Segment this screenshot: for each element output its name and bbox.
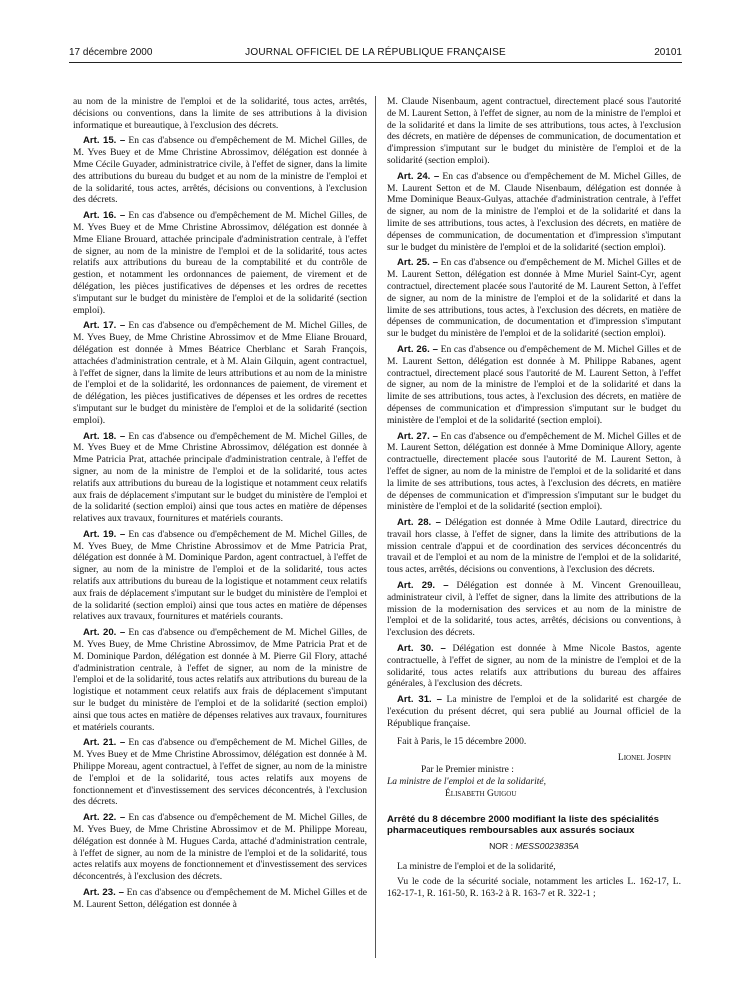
- article-paragraph: [387, 344, 681, 427]
- article-paragraph: [73, 737, 367, 808]
- article-text: En cas d'absence ou d'empêchement de M. Michel Gilles, de M. Yves Buey et de Mme Christine Abrossimov, délégation est donnée à Mme Patricia Prat, attachée principale d'administration centrale, à l'effet de signer, au nom de la ministre de l'emploi et de la solidarité, tous actes relatifs aux attributions du bureau de la logistique et notamment ceux relatifs aux frais de déplacement s'imputant sur le budget du ministère de l'emploi et de la solidarité (section emploi) ainsi que tous actes en matière de dépenses relatives aux travaux, fournitures et matériels courants.: [73, 430, 367, 525]
- signature-prime-minister: Lionel Jospin: [617, 752, 671, 763]
- arrete-vu: Vu le code de la sécurité sociale, notamment les articles L. 162-17, L. 162-17-1, R. 161-50, R. 163-2 à R. 163-7 et R. 322-1 ;: [387, 876, 681, 900]
- header-page-number: 20101: [654, 47, 682, 58]
- article-number: Art. 28. –: [397, 517, 441, 529]
- article-text: En cas d'absence ou d'empêchement de M. Michel Gilles, de M. Yves Buey et de Mme Christine Abrossimov, délégation est donnée à Mme Eliane Brouard, attachée principale d'administration centrale, à l'effet de signer, au nom de la ministre de l'emploi et de la solidarité, tous actes relatifs aux attributions du bureau de la comptabilité et du contrôle de gestion, et notamment les ordonnances de paiement, de virement et de délégation, les pièces justificatives de dépenses et les ordres de recettes s'imputant sur le budget du ministère de l'emploi et de la solidarité (section emploi).: [73, 210, 367, 316]
- article-text: En cas d'absence ou d'empêchement de M. Michel Gilles, de M. Laurent Setton et de M. Claude Nisenbaum, délégation est donnée à Mme Dominique Beaux-Gulyas, attachée d'administration centrale, à l'effet de signer, au nom de la ministre de l'emploi et de la solidarité et dans la limite de ses attributions, tous actes, à l'exclusion des décrets, en matière de dépenses de communication, de documentation et d'impression s'imputant sur le budget du ministère de l'emploi et de la solidarité (section emploi).: [387, 170, 681, 253]
- article-text: En cas d'absence ou d'empêchement de M. Michel Gilles, de M. Yves Buey, de Mme Christine Abrossimov et de M. Philippe Moreau, délégation est donnée à M. Hugues Carda, attaché d'administration centrale, à l'effet de signer, au nom de la ministre de l'emploi et de la solidarité, tous actes relatifs aux moyens de fonctionnement et d'investissement des services déconcentrés, à l'exclusion des décrets.: [73, 812, 367, 883]
- article-paragraph: [73, 96, 367, 131]
- article-paragraph: [73, 135, 367, 206]
- article-text: En cas d'absence ou d'empêchement de M. Michel Gilles, de M. Yves Buey et de Mme Christine Abrossimov, délégation est donnée à Mme Cécile Guyader, administratrice civile, à l'effet de signer, dans la limite des attributions du bureau du budget et au nom de la ministre de l'emploi et de la solidarité, tous actes, arrêtés, décisions ou conventions, à l'exclusion des décrets.: [73, 135, 367, 206]
- article-number: Art. 18. –: [83, 430, 126, 442]
- article-paragraph: [387, 643, 681, 690]
- arrete-intro: La ministre de l'emploi et de la solidarité,: [397, 860, 556, 872]
- article-number: Art. 29. –: [397, 580, 449, 592]
- article-text: Délégation est donnée à Mme Odile Lautard, directrice du travail hors classe, à l'effet de signer, dans la limite des attributions de la mission centrale d'appui et de coordination des services déconcentrés du travail et de l'emploi et au nom de la ministre de l'emploi et de la solidarité, tous actes, arrêtés, décisions ou conventions, à l'exclusion des décrets.: [387, 517, 681, 576]
- header-date: 17 décembre 2000: [69, 47, 153, 58]
- article-number: Art. 25. –: [397, 257, 438, 269]
- article-text: En cas d'absence ou d'empêchement de M. Michel Gilles, de M. Yves Buey et de Mme Christine Abrossimov, délégation est donnée à M. Philippe Moreau, agent contractuel, à l'effet de signer, au nom de la ministre de l'emploi et de la solidarité, tous actes relatifs aux moyens de fonctionnement et d'investissement des services déconcentrés, à l'exclusion des décrets.: [73, 737, 367, 808]
- article-number: Art. 20. –: [83, 627, 126, 639]
- article-number: Art. 19. –: [83, 528, 126, 540]
- article-number: Art. 26. –: [397, 343, 438, 355]
- article-number: Art. 31. –: [397, 694, 442, 706]
- article-text: En cas d'absence ou d'empêchement de M. Michel Gilles, de M. Yves Buey, de Mme Christine Abrossimov et de Mme Patricia Prat, délégation est donnée à M. Dominique Pardon, agent contractuel, à l'effet de signer, au nom de la ministre de l'emploi et de la solidarité, tous actes relatifs aux attributions du bureau de la logistique et notamment ceux relatifs aux frais de déplacement s'imputant sur le budget du ministère de l'emploi et de la solidarité (section emploi) ainsi que tous actes en matière de dépenses relatives aux travaux, fournitures et matériels courants.: [73, 528, 367, 623]
- article-paragraph: [73, 887, 367, 911]
- article-paragraph: [73, 320, 367, 426]
- article-text: M. Claude Nisenbaum, agent contractuel, directement placé sous l'autorité de M. Laurent Setton, à l'effet de signer, au nom de la ministre de l'emploi et de la solidarité et dans la limite de ses attributions, tous actes, à l'exclusion des décrets, en matière de dépenses de communication, de documentation et d'impression s'imputant sur le budget du ministère de l'emploi et de la solidarité (section emploi).: [387, 96, 681, 166]
- article-number: Art. 24. –: [397, 170, 440, 182]
- article-text: En cas d'absence ou d'empêchement de M. Michel Gilles, de M. Yves Buey, de Mme Christine Abrossimov et de Mme Eliane Brouard, délégation est donnée à Mmes Béatrice Cherblanc et Sarah François, attachées d'administration centrale, et à M. Alain Gilquin, agent contractuel, à l'effet de signer, dans la limite de leurs attributions et au nom de la ministre de l'emploi et de la solidarité, les ordonnances de paiement, de virement et de délégation, les pièces justificatives de dépenses et les ordres de recettes s'imputant sur le budget du ministère de l'emploi et de la solidarité (section emploi).: [73, 320, 367, 426]
- signature-by-line: Par le Premier ministre :: [421, 764, 514, 775]
- article-number: Art. 21. –: [83, 737, 126, 749]
- article-text: En cas d'absence ou d'empêchement de M. Michel Gilles, de M. Yves Buey, de Mme Christine Abrossimov, de Mme Patricia Prat et de M. Dominique Pardon, délégation est donnée à M. Pierre Gil Flory, attaché d'administration centrale, à l'effet de signer, au nom de la ministre de l'emploi et de la solidarité, tous actes relatifs aux attributions du bureau de la logistique et notamment ceux relatifs aux frais de déplacement s'imputant sur le budget du ministère de l'emploi et de la solidarité (section emploi) ainsi que tous actes en matière de dépenses relatives aux travaux, fournitures et matériels courants.: [73, 627, 367, 733]
- article-number: Art. 15. –: [83, 135, 126, 147]
- article-text: En cas d'absence ou d'empêchement de M. Michel Gilles et de M. Laurent Setton, délégation est donnée à Mme Muriel Saint-Cyr, agent contractuel, directement placée sous l'autorité de M. Laurent Setton, à l'effet de signer, au nom de la ministre de l'emploi et de la solidarité et dans la limite de ses attributions, tous actes, à l'exclusion des décrets, en matière de dépenses de communication, de documentation et d'impression s'imputant sur le budget du ministère de l'emploi et de la solidarité (section emploi).: [387, 257, 681, 340]
- right-articles: [387, 96, 681, 730]
- signature-minister-title: La ministre de l'emploi et de la solidarité,: [387, 776, 546, 787]
- article-paragraph: [387, 257, 681, 340]
- article-paragraph: [387, 580, 681, 639]
- article-paragraph: [73, 431, 367, 525]
- article-text: En cas d'absence ou d'empêchement de M. Michel Gilles et de M. Laurent Setton, délégation est donnée à M. Philippe Rabanes, agent contractuel, directement placé sous l'autorité de M. Laurent Setton, à l'effet de signer, au nom de la ministre de l'emploi et de la solidarité et dans la limite de ses attributions, tous actes, à l'exclusion des décrets, en matière de dépenses de communication et d'impression s'imputant sur le budget du ministère de l'emploi et de la solidarité (section emploi).: [387, 343, 681, 426]
- article-paragraph: [387, 431, 681, 514]
- page-header: [69, 46, 682, 60]
- article-paragraph: [387, 694, 681, 729]
- article-paragraph: [73, 627, 367, 733]
- article-text: Délégation est donnée à M. Vincent Grenouilleau, administrateur civil, à l'effet de signer, dans la limite des attributions de la mission de la modernisation des services et au nom de la ministre de l'emploi et de la solidarité, tous actes, arrêtés, décisions ou conventions, à l'exclusion des décrets.: [387, 580, 681, 639]
- arrete-title: Arrêté du 8 décembre 2000 modifiant la liste des spécialités pharmaceutiques remboursables aux assurés sociaux: [387, 813, 659, 837]
- article-paragraph: [387, 517, 681, 576]
- article-number: Art. 22. –: [83, 812, 126, 824]
- article-paragraph: [73, 812, 367, 883]
- article-paragraph: [73, 529, 367, 623]
- left-column: [73, 96, 367, 958]
- signature-minister-name: Élisabeth Guigou: [445, 788, 517, 799]
- article-text: En cas d'absence ou d'empêchement de M. Michel Gilles et de M. Laurent Setton, délégation est donnée à Mme Dominique Allory, agente contractuelle, directement placée sous l'autorité de M. Laurent Setton, à l'effet de signer, au nom de la ministre de l'emploi et de la solidarité et dans la limite de ses attributions, tous actes, à l'exclusion des décrets, en matière de dépenses de communication et d'impression s'imputant sur le budget du ministère de l'emploi et de la solidarité (section emploi).: [387, 430, 681, 513]
- article-text: La ministre de l'emploi et de la solidarité est chargée de l'exécution du présent décret, qui sera publié au Journal officiel de la République française.: [387, 694, 681, 729]
- article-number: Art. 27. –: [397, 430, 438, 442]
- article-paragraph: [387, 96, 681, 167]
- article-number: Art. 16. –: [83, 210, 126, 222]
- header-rule: [69, 62, 682, 63]
- right-column: [387, 96, 681, 958]
- article-paragraph: [73, 210, 367, 316]
- article-text: En cas d'absence ou d'empêchement de M. Michel Gilles et de M. Laurent Setton, délégation est donnée à: [73, 887, 367, 910]
- article-text: au nom de la ministre de l'emploi et de la solidarité, tous actes, arrêtés, décisions ou conventions, dans la limite de ses attributions à la division informatique et bureautique, à l'exclusion des décrets.: [73, 96, 367, 131]
- signature-place-date: Fait à Paris, le 15 décembre 2000.: [397, 736, 527, 747]
- nor-reference: [387, 841, 681, 853]
- column-divider: [375, 96, 376, 958]
- article-text: Délégation est donnée à Mme Nicole Bastos, agente contractuelle, à l'effet de signer, au nom de la ministre de l'emploi et de la solidarité, tous actes relatifs aux attributions du bureau des affaires générales, à l'exclusion des décrets.: [387, 643, 681, 690]
- nor-code: MESS0023835A: [515, 840, 579, 851]
- article-paragraph: [387, 171, 681, 254]
- header-journal-title: JOURNAL OFFICIEL DE LA RÉPUBLIQUE FRANÇAISE: [245, 47, 506, 58]
- article-number: Art. 23. –: [83, 887, 124, 898]
- article-number: Art. 30. –: [397, 643, 446, 655]
- nor-label: NOR :: [489, 840, 513, 851]
- signature-block: [387, 736, 681, 800]
- article-number: Art. 17. –: [83, 320, 126, 332]
